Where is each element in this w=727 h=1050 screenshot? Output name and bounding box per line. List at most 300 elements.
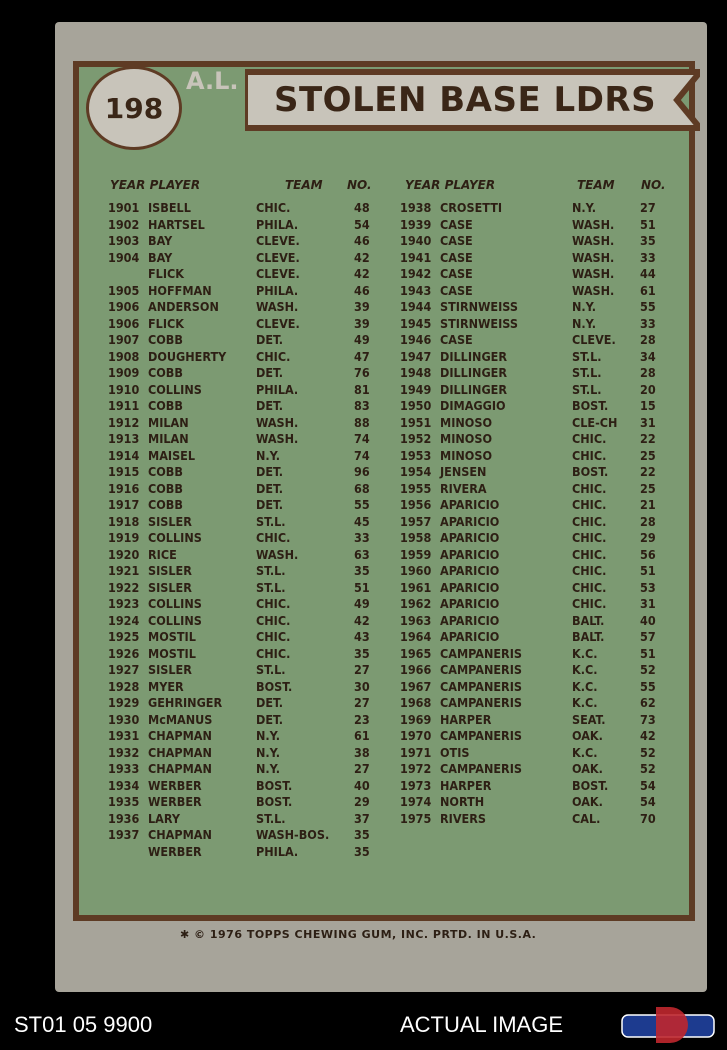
leader-row [108, 233, 378, 250]
row-year: 1902 [108, 216, 140, 232]
leader-row [400, 382, 670, 399]
row-team: WASH. [256, 299, 299, 314]
row-no: 27 [640, 200, 656, 215]
row-year: 1919 [108, 530, 140, 545]
row-no: 56 [640, 546, 656, 562]
row-no: 52 [640, 662, 656, 677]
row-year: 1933 [108, 761, 140, 776]
row-no: 74 [354, 447, 370, 463]
card-title: STOLEN BASE LDRS [274, 80, 657, 120]
row-team: PHILA. [256, 381, 299, 397]
row-year: 1970 [400, 728, 432, 743]
row-player: HARPER [440, 711, 492, 727]
leader-row [108, 497, 378, 514]
row-year: 1935 [108, 794, 140, 809]
row-player: McMANUS [148, 711, 213, 727]
row-player: MILAN [148, 431, 189, 446]
row-team: CLEVE. [572, 332, 616, 347]
leader-row [108, 811, 378, 828]
leader-row [108, 613, 378, 630]
row-no: 55 [354, 497, 370, 512]
row-year: 1920 [108, 546, 140, 562]
row-player: CAMPANERIS [440, 695, 522, 710]
actual-image-label: ACTUAL IMAGE [400, 1012, 563, 1037]
leader-row [108, 299, 378, 316]
row-player: STIRNWEISS [440, 315, 518, 331]
leader-row [400, 761, 670, 778]
leader-row [400, 283, 670, 300]
leader-row [108, 382, 378, 399]
row-team: CHIC. [572, 497, 607, 512]
row-year: 1913 [108, 431, 140, 446]
row-player: MYER [148, 678, 184, 694]
row-team: CHIC. [256, 348, 291, 364]
row-team: WASH-BOS. [256, 827, 330, 842]
leader-row [108, 332, 378, 349]
row-year: 1968 [400, 695, 432, 710]
leader-row [400, 514, 670, 531]
row-team: DET. [256, 398, 284, 413]
row-no: 30 [354, 678, 370, 694]
row-player: SISLER [148, 579, 192, 595]
row-player: COBB [148, 365, 183, 380]
row-no: 33 [354, 530, 370, 545]
row-team: CLEVE. [256, 266, 300, 281]
row-player: NORTH [440, 794, 485, 809]
row-player: MOSTIL [148, 629, 196, 644]
row-team: WASH. [572, 216, 615, 232]
row-team: CHIC. [572, 447, 607, 463]
row-year: 1916 [108, 480, 140, 496]
row-no: 51 [640, 563, 656, 578]
row-no: 42 [354, 266, 370, 281]
row-player: MOSTIL [148, 645, 196, 661]
row-year: 1911 [108, 398, 140, 413]
row-no: 81 [354, 381, 370, 397]
row-year: 1901 [108, 200, 140, 215]
row-year: 1960 [400, 563, 432, 578]
row-player: DILLINGER [440, 381, 508, 397]
row-player: WERBER [148, 777, 202, 793]
row-no: 28 [640, 365, 656, 380]
row-year: 1926 [108, 645, 140, 661]
row-team: BOST. [256, 777, 293, 793]
row-team: N.Y. [256, 761, 281, 776]
leader-row [108, 712, 378, 729]
row-player: CHAPMAN [148, 761, 212, 776]
leader-row [108, 415, 378, 432]
row-no: 45 [354, 513, 370, 529]
row-no: 25 [640, 447, 656, 463]
row-player: SISLER [148, 563, 192, 578]
row-team: DET. [256, 464, 284, 479]
leader-row [400, 712, 670, 729]
leader-row [400, 613, 670, 630]
row-year: 1932 [108, 744, 140, 760]
row-no: 63 [354, 546, 370, 562]
row-team: WASH. [572, 249, 615, 265]
row-year: 1965 [400, 645, 432, 661]
row-player: LARY [148, 810, 180, 826]
row-team: CHIC. [572, 431, 607, 446]
row-team: N.Y. [256, 728, 281, 743]
row-player: SISLER [148, 662, 192, 677]
row-year: 1964 [400, 629, 432, 644]
leader-row [400, 349, 670, 366]
row-no: 35 [640, 233, 656, 248]
row-year: 1963 [400, 612, 432, 628]
row-no: 35 [354, 843, 370, 859]
row-team: ST.L. [256, 810, 286, 826]
row-player: RICE [148, 546, 177, 562]
row-team: CHIC. [572, 530, 607, 545]
row-player: MAISEL [148, 447, 196, 463]
row-player: APARICIO [440, 579, 500, 595]
row-player: CASE [440, 216, 473, 232]
leader-row [108, 662, 378, 679]
row-player: ANDERSON [148, 299, 219, 314]
row-year: 1904 [108, 249, 140, 265]
leader-row [108, 217, 378, 234]
row-year: 1959 [400, 546, 432, 562]
row-no: 31 [640, 414, 656, 430]
leader-row [400, 629, 670, 646]
row-team: DET. [256, 497, 284, 512]
row-year: 1958 [400, 530, 432, 545]
row-year: 1972 [400, 761, 432, 776]
row-no: 29 [354, 794, 370, 809]
row-no: 21 [640, 497, 656, 512]
row-team: ST.L. [572, 381, 602, 397]
row-team: N.Y. [572, 315, 597, 331]
row-no: 46 [354, 233, 370, 248]
row-no: 54 [640, 777, 656, 793]
row-team: CHIC. [572, 546, 607, 562]
row-no: 37 [354, 810, 370, 826]
row-player: APARICIO [440, 497, 500, 512]
leader-row [108, 464, 378, 481]
row-no: 39 [354, 315, 370, 331]
leader-row [108, 761, 378, 778]
row-player: DOUGHERTY [148, 348, 227, 364]
row-player: RIVERS [440, 810, 486, 826]
header-team-left: TEAM [285, 178, 323, 192]
leader-row [400, 679, 670, 696]
row-year: 1927 [108, 662, 140, 677]
row-team: WASH. [256, 546, 299, 562]
row-no: 70 [640, 810, 656, 826]
row-no: 20 [640, 381, 656, 397]
leader-row [400, 200, 670, 217]
row-team: CHIC. [572, 513, 607, 529]
row-no: 68 [354, 480, 370, 496]
row-team: CLE-CH [572, 414, 618, 430]
row-year: 1973 [400, 777, 432, 793]
row-year: 1954 [400, 464, 432, 479]
row-player: MINOSO [440, 447, 493, 463]
row-team: WASH. [572, 282, 615, 298]
row-no: 35 [354, 563, 370, 578]
row-team: BOST. [572, 398, 609, 413]
leader-row [400, 695, 670, 712]
row-team: PHILA. [256, 216, 299, 232]
row-team: ST.L. [256, 563, 286, 578]
leader-row [108, 580, 378, 597]
leader-row [400, 299, 670, 316]
row-no: 55 [640, 678, 656, 694]
row-team: CHIC. [256, 200, 291, 215]
row-team: ST.L. [572, 365, 602, 380]
row-player: WERBER [148, 843, 202, 859]
row-player: ISBELL [148, 200, 191, 215]
leader-row [108, 398, 378, 415]
leader-row [400, 464, 670, 481]
row-year: 1941 [400, 249, 432, 265]
row-year: 1951 [400, 414, 432, 430]
row-player: APARICIO [440, 596, 500, 611]
row-year: 1923 [108, 596, 140, 611]
row-team: N.Y. [572, 200, 597, 215]
leader-row [108, 563, 378, 580]
row-player: CAMPANERIS [440, 761, 522, 776]
header-no-right: NO. [641, 178, 666, 192]
row-player: CASE [440, 332, 473, 347]
row-no: 42 [354, 249, 370, 265]
leader-row [400, 415, 670, 432]
leader-row [108, 827, 378, 844]
row-no: 42 [640, 728, 656, 743]
row-year: 1952 [400, 431, 432, 446]
league-text: A.L. [186, 67, 239, 95]
row-no: 61 [354, 728, 370, 743]
row-team: CHIC. [572, 579, 607, 595]
row-year: 1948 [400, 365, 432, 380]
leader-row [108, 514, 378, 531]
row-year: 1929 [108, 695, 140, 710]
leader-row [400, 365, 670, 382]
leader-row [108, 530, 378, 547]
row-team: OAK. [572, 728, 603, 743]
row-no: 44 [640, 266, 656, 281]
row-player: APARICIO [440, 530, 500, 545]
row-year: 1905 [108, 282, 140, 298]
row-no: 57 [640, 629, 656, 644]
row-year: 1955 [400, 480, 432, 496]
row-team: K.C. [572, 695, 598, 710]
row-player: CASE [440, 233, 473, 248]
row-team: ST.L. [572, 348, 602, 364]
row-no: 49 [354, 596, 370, 611]
row-team: BOST. [256, 678, 293, 694]
row-player: CAMPANERIS [440, 728, 522, 743]
row-no: 51 [640, 216, 656, 232]
row-team: DET. [256, 332, 284, 347]
leader-row [400, 431, 670, 448]
row-player: APARICIO [440, 546, 500, 562]
row-player: HARTSEL [148, 216, 205, 232]
row-no: 27 [354, 695, 370, 710]
row-no: 52 [640, 744, 656, 760]
row-team: CAL. [572, 810, 601, 826]
row-year: 1906 [108, 299, 140, 314]
row-year: 1936 [108, 810, 140, 826]
row-year: 1956 [400, 497, 432, 512]
row-year: 1961 [400, 579, 432, 595]
row-no: 35 [354, 645, 370, 661]
row-no: 47 [354, 348, 370, 364]
row-year: 1910 [108, 381, 140, 397]
row-year: 1944 [400, 299, 432, 314]
row-no: 61 [640, 282, 656, 298]
row-year: 1906 [108, 315, 140, 331]
row-year: 1928 [108, 678, 140, 694]
leader-row [108, 200, 378, 217]
row-team: CHIC. [256, 596, 291, 611]
row-player: CASE [440, 249, 473, 265]
row-year: 1930 [108, 711, 140, 727]
row-player: COBB [148, 398, 183, 413]
row-year: 1966 [400, 662, 432, 677]
row-team: OAK. [572, 761, 603, 776]
row-team: WASH. [572, 233, 615, 248]
row-team: WASH. [572, 266, 615, 281]
row-player: MINOSO [440, 414, 493, 430]
row-player: FLICK [148, 315, 184, 331]
row-player: JENSEN [440, 464, 487, 479]
leader-row [400, 580, 670, 597]
leader-row [400, 250, 670, 267]
inventory-code: ST01 05 9900 [14, 1012, 153, 1037]
row-no: 25 [640, 480, 656, 496]
row-year: 1912 [108, 414, 140, 430]
leader-row [400, 332, 670, 349]
leader-row [108, 283, 378, 300]
leader-row [400, 266, 670, 283]
row-player: CHAPMAN [148, 827, 212, 842]
row-player: CASE [440, 266, 473, 281]
row-year: 1918 [108, 513, 140, 529]
row-team: CHIC. [256, 645, 291, 661]
row-year: 1939 [400, 216, 432, 232]
leader-row [400, 217, 670, 234]
row-year: 1953 [400, 447, 432, 463]
row-team: K.C. [572, 645, 598, 661]
row-team: N.Y. [256, 447, 281, 463]
row-team: CLEVE. [256, 315, 300, 331]
row-team: CHIC. [572, 563, 607, 578]
row-year: 1931 [108, 728, 140, 743]
row-player: APARICIO [440, 513, 500, 529]
row-no: 62 [640, 695, 656, 710]
row-no: 55 [640, 299, 656, 314]
leader-row [108, 778, 378, 795]
row-no: 54 [354, 216, 370, 232]
row-team: CHIC. [256, 612, 291, 628]
row-player: HARPER [440, 777, 492, 793]
leader-row [108, 481, 378, 498]
row-team: WASH. [256, 431, 299, 446]
leader-row [108, 794, 378, 811]
row-no: 51 [640, 645, 656, 661]
leader-row [108, 844, 378, 861]
row-no: 83 [354, 398, 370, 413]
row-player: DILLINGER [440, 348, 508, 364]
row-player: MINOSO [440, 431, 493, 446]
row-team: OAK. [572, 794, 603, 809]
row-no: 88 [354, 414, 370, 430]
row-no: 28 [640, 332, 656, 347]
leader-row [108, 365, 378, 382]
leader-row [108, 349, 378, 366]
leader-row [108, 316, 378, 333]
row-team: BALT. [572, 612, 605, 628]
row-team: WASH. [256, 414, 299, 430]
row-team: K.C. [572, 678, 598, 694]
row-player: DILLINGER [440, 365, 508, 380]
leader-row [400, 398, 670, 415]
row-no: 23 [354, 711, 370, 727]
row-no: 42 [354, 612, 370, 628]
leader-row [400, 547, 670, 564]
row-year: 1934 [108, 777, 140, 793]
row-year: 1938 [400, 200, 432, 215]
row-no: 38 [354, 744, 370, 760]
row-no: 35 [354, 827, 370, 842]
leader-row [108, 745, 378, 762]
row-no: 96 [354, 464, 370, 479]
row-no: 76 [354, 365, 370, 380]
row-player: MILAN [148, 414, 189, 430]
row-year: 1940 [400, 233, 432, 248]
row-team: BOST. [572, 777, 609, 793]
row-year: 1943 [400, 282, 432, 298]
row-year: 1917 [108, 497, 140, 512]
leader-row [108, 679, 378, 696]
row-player: CAMPANERIS [440, 645, 522, 661]
row-team: SEAT. [572, 711, 606, 727]
row-team: DET. [256, 711, 284, 727]
row-no: 33 [640, 249, 656, 265]
league-label [186, 66, 238, 134]
row-team: N.Y. [572, 299, 597, 314]
row-player: APARICIO [440, 629, 500, 644]
row-team: PHILA. [256, 843, 299, 859]
leader-row [400, 233, 670, 250]
row-player: RIVERA [440, 480, 487, 496]
row-player: CASE [440, 282, 473, 298]
row-year: 1937 [108, 827, 140, 842]
row-year: 1946 [400, 332, 432, 347]
leader-row [400, 778, 670, 795]
leader-row [108, 250, 378, 267]
row-player: COBB [148, 480, 183, 496]
row-no: 73 [640, 711, 656, 727]
leader-row [400, 481, 670, 498]
leader-row [400, 316, 670, 333]
leader-row [400, 811, 670, 828]
leader-row [400, 563, 670, 580]
row-player: COLLINS [148, 381, 202, 397]
row-year: 1925 [108, 629, 140, 644]
row-year: 1921 [108, 563, 140, 578]
row-year: 1922 [108, 579, 140, 595]
row-player: COBB [148, 332, 183, 347]
right-column-list [400, 200, 670, 827]
row-team: ST.L. [256, 579, 286, 595]
row-no: 27 [354, 761, 370, 776]
row-no: 40 [640, 612, 656, 628]
leader-row [400, 646, 670, 663]
